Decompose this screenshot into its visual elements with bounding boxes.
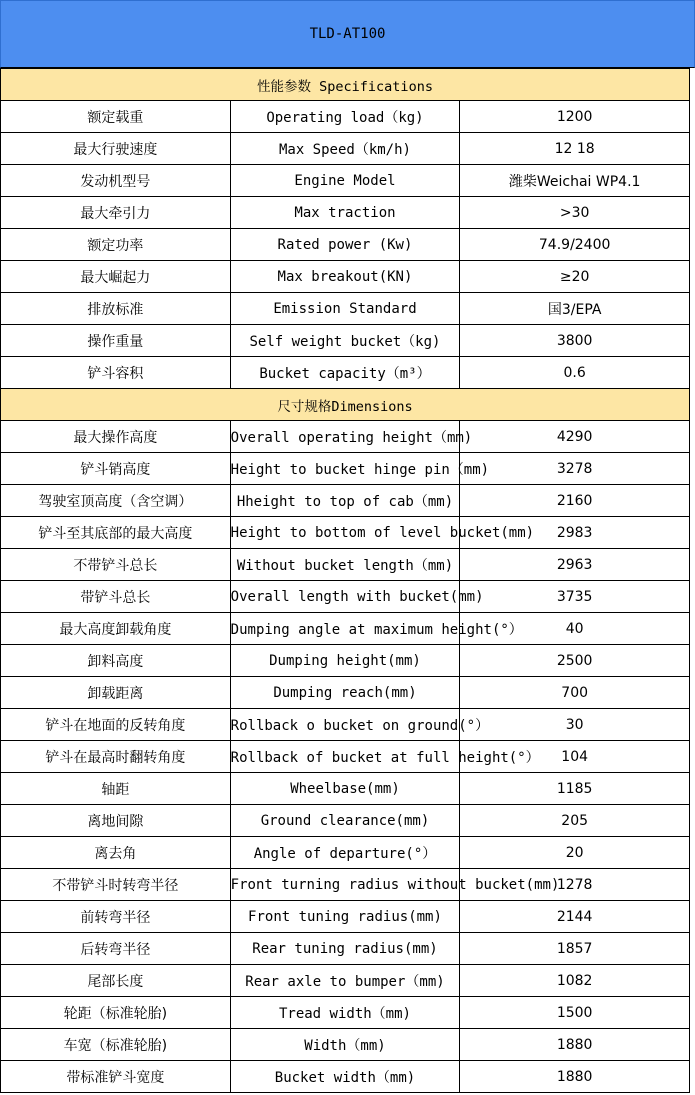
chinese-label-cell: 带铲斗总长 [1, 581, 231, 613]
value-cell: 3278 [460, 453, 690, 485]
table-row [1, 229, 690, 261]
chinese-label-cell: 铲斗在地面的反转角度 [1, 709, 231, 741]
table-row [1, 613, 690, 645]
value-cell: 1880 [460, 1029, 690, 1061]
english-label-cell: Without bucket length（mm) [230, 549, 460, 581]
value-cell: 12 18 [460, 133, 690, 165]
table-row [1, 997, 690, 1029]
chinese-label-cell: 不带铲斗时转弯半径 [1, 869, 231, 901]
chinese-label-cell: 轮距（标准轮胎) [1, 997, 231, 1029]
value-cell: 700 [460, 677, 690, 709]
table-row [1, 133, 690, 165]
value-cell: ≥20 [460, 261, 690, 293]
table-row [1, 965, 690, 997]
table-row [1, 741, 690, 773]
table-row [1, 421, 690, 453]
value-cell: 1082 [460, 965, 690, 997]
chinese-label-cell: 卸载距离 [1, 677, 231, 709]
english-label-cell: Width（mm) [230, 1029, 460, 1061]
english-label-cell: Max Speed（km/h) [230, 133, 460, 165]
chinese-label-cell: 离去角 [1, 837, 231, 869]
table-row [1, 709, 690, 741]
title-bar [0, 0, 695, 68]
english-label-cell: Overall operating height（mm) [230, 421, 460, 453]
chinese-label-cell: 额定功率 [1, 229, 231, 261]
value-cell: 205 [460, 805, 690, 837]
english-label-cell: Front tuning radius(mm) [230, 901, 460, 933]
table-row [1, 517, 690, 549]
english-label-cell: Height to bottom of level bucket(mm) [230, 517, 460, 549]
english-label-cell: Height to bucket hinge pin（mm) [230, 453, 460, 485]
table-row [1, 485, 690, 517]
chinese-label-cell: 前转弯半径 [1, 901, 231, 933]
chinese-label-cell: 带标准铲斗宽度 [1, 1061, 231, 1093]
table-row [1, 261, 690, 293]
chinese-label-cell: 铲斗销高度 [1, 453, 231, 485]
spec-table-body [1, 69, 690, 1093]
chinese-label-cell: 最大操作高度 [1, 421, 231, 453]
chinese-label-cell: 驾驶室顶高度（含空调） [1, 485, 231, 517]
value-cell: 20 [460, 837, 690, 869]
english-label-cell: Ground clearance(mm) [230, 805, 460, 837]
value-cell: 1278 [460, 869, 690, 901]
table-row [1, 1029, 690, 1061]
table-row [1, 101, 690, 133]
value-cell: 40 [460, 613, 690, 645]
table-row [1, 773, 690, 805]
english-label-cell: Tread width（mm) [230, 997, 460, 1029]
table-row [1, 901, 690, 933]
table-row [1, 581, 690, 613]
english-label-cell: Operating load（kg) [230, 101, 460, 133]
value-cell: 74.9/2400 [460, 229, 690, 261]
table-row [1, 453, 690, 485]
chinese-label-cell: 操作重量 [1, 325, 231, 357]
table-row [1, 837, 690, 869]
english-label-cell: Rear axle to bumper（mm) [230, 965, 460, 997]
english-label-cell: Rated power (Kw) [230, 229, 460, 261]
table-row [1, 549, 690, 581]
table-row [1, 197, 690, 229]
table-row [1, 357, 690, 389]
english-label-cell: Rollback of bucket at full height(°） [230, 741, 460, 773]
value-cell: 30 [460, 709, 690, 741]
value-cell: 国3/EPA [460, 293, 690, 325]
chinese-label-cell: 铲斗在最高时翻转角度 [1, 741, 231, 773]
value-cell: 1185 [460, 773, 690, 805]
model-title: TLD-AT100 [309, 26, 386, 42]
chinese-label-cell: 最大牵引力 [1, 197, 231, 229]
chinese-label-cell: 尾部长度 [1, 965, 231, 997]
section-header: 尺寸规格Dimensions [1, 389, 690, 421]
english-label-cell: Emission Standard [230, 293, 460, 325]
english-label-cell: Bucket capacity（m³） [230, 357, 460, 389]
english-label-cell: Bucket width（mm) [230, 1061, 460, 1093]
chinese-label-cell: 卸料高度 [1, 645, 231, 677]
english-label-cell: Hheight to top of cab（mm) [230, 485, 460, 517]
english-label-cell: Rear tuning radius(mm) [230, 933, 460, 965]
english-label-cell: Self weight bucket（kg) [230, 325, 460, 357]
value-cell: 潍柴Weichai WP4.1 [460, 165, 690, 197]
value-cell: 2144 [460, 901, 690, 933]
chinese-label-cell: 轴距 [1, 773, 231, 805]
chinese-label-cell: 最大崛起力 [1, 261, 231, 293]
value-cell: 1880 [460, 1061, 690, 1093]
english-label-cell: Overall length with bucket(mm) [230, 581, 460, 613]
chinese-label-cell: 铲斗容积 [1, 357, 231, 389]
english-label-cell: Angle of departure(°） [230, 837, 460, 869]
value-cell: 1500 [460, 997, 690, 1029]
chinese-label-cell: 排放标准 [1, 293, 231, 325]
chinese-label-cell: 不带铲斗总长 [1, 549, 231, 581]
table-row [1, 293, 690, 325]
english-label-cell: Wheelbase(mm) [230, 773, 460, 805]
table-row [1, 869, 690, 901]
table-row [1, 677, 690, 709]
value-cell: >30 [460, 197, 690, 229]
english-label-cell: Max traction [230, 197, 460, 229]
value-cell: 2983 [460, 517, 690, 549]
table-row [1, 933, 690, 965]
chinese-label-cell: 离地间隙 [1, 805, 231, 837]
value-cell: 2963 [460, 549, 690, 581]
chinese-label-cell: 额定载重 [1, 101, 231, 133]
table-row [1, 805, 690, 837]
chinese-label-cell: 最大高度卸载角度 [1, 613, 231, 645]
value-cell: 3800 [460, 325, 690, 357]
table-row [1, 325, 690, 357]
chinese-label-cell: 发动机型号 [1, 165, 231, 197]
value-cell: 4290 [460, 421, 690, 453]
value-cell: 1200 [460, 101, 690, 133]
english-label-cell: Rollback o bucket on ground(°） [230, 709, 460, 741]
table-row [1, 645, 690, 677]
section-header-row [1, 69, 690, 101]
chinese-label-cell: 车宽（标准轮胎) [1, 1029, 231, 1061]
value-cell: 0.6 [460, 357, 690, 389]
spec-table [0, 68, 690, 1093]
english-label-cell: Max breakout(KN) [230, 261, 460, 293]
english-label-cell: Dumping angle at maximum height(°） [230, 613, 460, 645]
value-cell: 2500 [460, 645, 690, 677]
value-cell: 3735 [460, 581, 690, 613]
table-row [1, 165, 690, 197]
english-label-cell: Dumping reach(mm) [230, 677, 460, 709]
section-header: 性能参数 Specifications [1, 69, 690, 101]
table-row [1, 1061, 690, 1093]
chinese-label-cell: 最大行驶速度 [1, 133, 231, 165]
english-label-cell: Engine Model [230, 165, 460, 197]
english-label-cell: Dumping height(mm) [230, 645, 460, 677]
value-cell: 2160 [460, 485, 690, 517]
value-cell: 104 [460, 741, 690, 773]
chinese-label-cell: 铲斗至其底部的最大高度 [1, 517, 231, 549]
section-header-row [1, 389, 690, 421]
chinese-label-cell: 后转弯半径 [1, 933, 231, 965]
value-cell: 1857 [460, 933, 690, 965]
english-label-cell: Front turning radius without bucket(mm) [230, 869, 460, 901]
